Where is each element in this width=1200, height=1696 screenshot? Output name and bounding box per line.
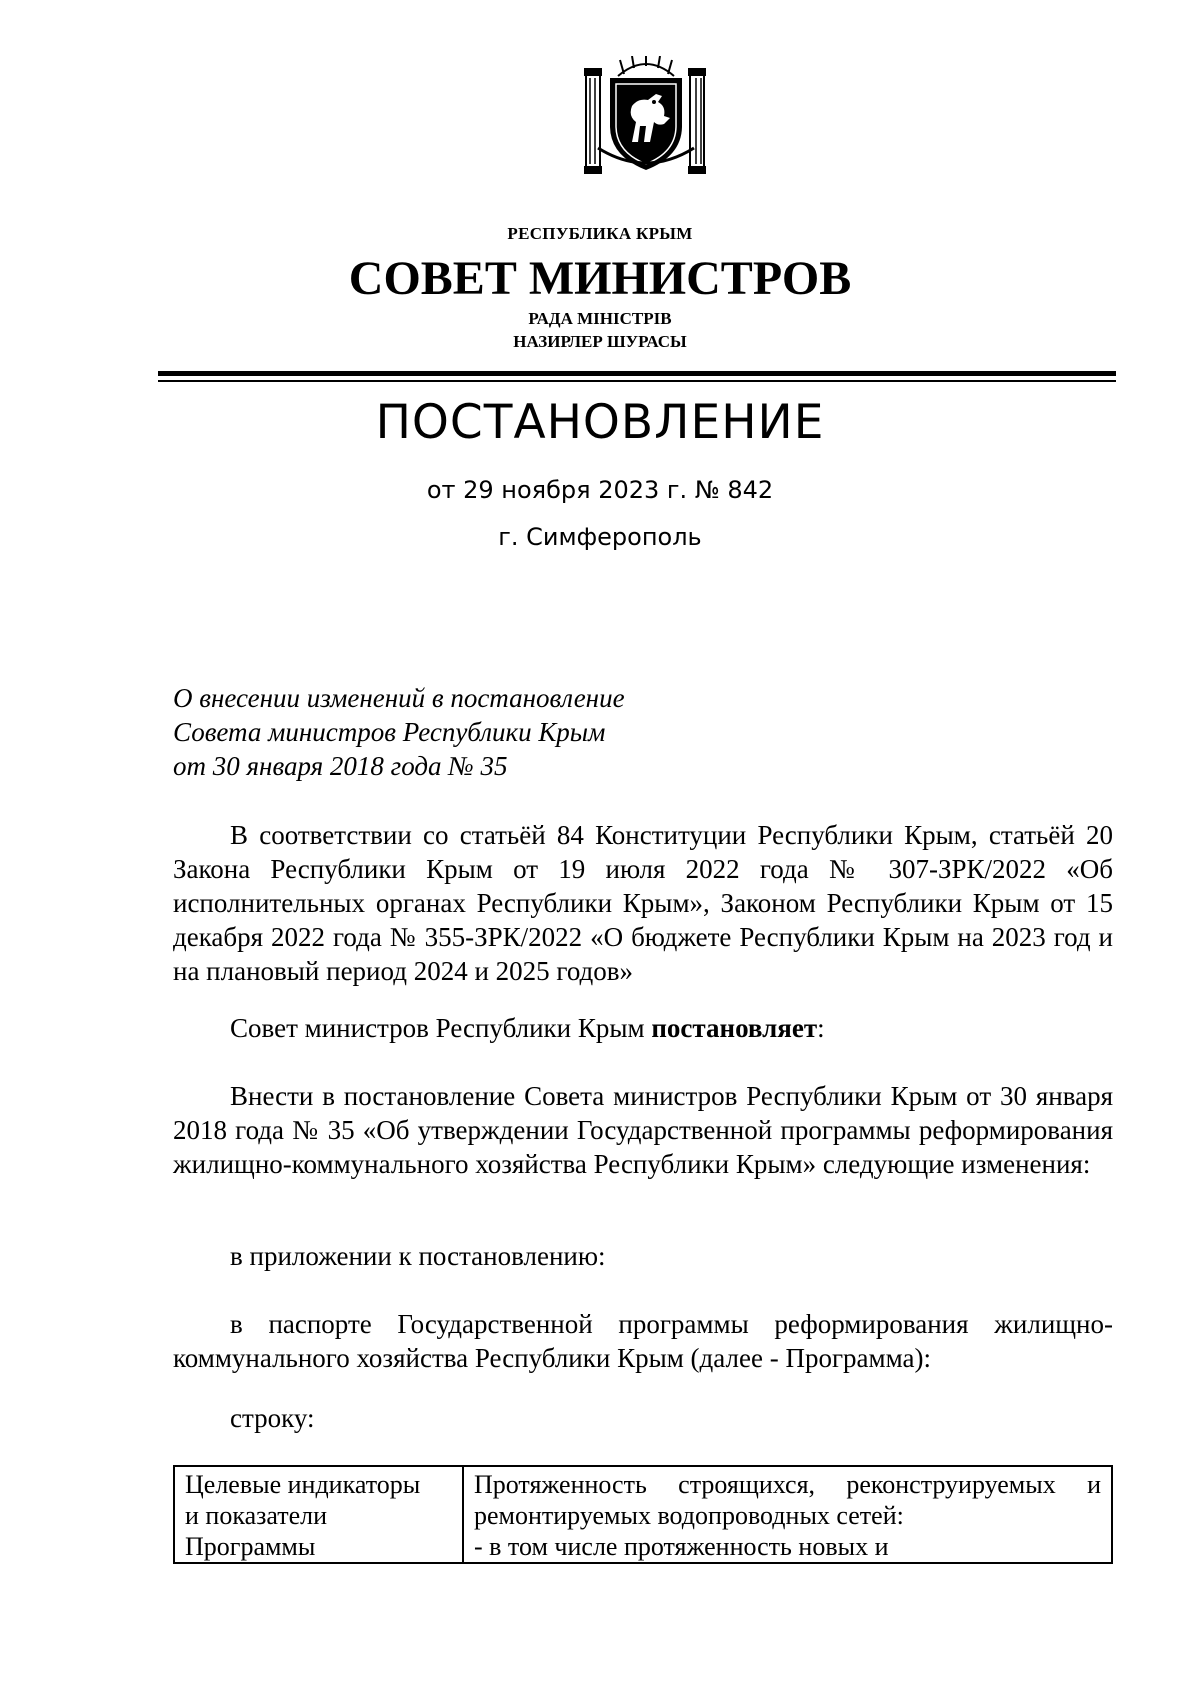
council-title-ukrainian: РАДА МІНІСТРІВ (528, 309, 672, 328)
table-row (174, 1466, 1112, 1563)
subject-line: от 30 января 2018 года № 35 (173, 751, 508, 781)
table-cell-line: - в том числе протяженность новых и (474, 1532, 889, 1561)
table-cell-line: и показатели (185, 1501, 328, 1530)
republic-label: РЕСПУБЛИКА КРЫМ (507, 224, 693, 243)
document-date-number: от 29 ноября 2023 г. № 842 (426, 476, 774, 504)
subject-line: Совета министров Республики Крым (173, 717, 606, 747)
passport-paragraph: в паспорте Государственной программы реформирования жилищно-коммунального хозяйства Республики Крым (далее - Программа): (173, 1309, 1113, 1373)
resolution-keyword: постановляет (651, 1013, 818, 1043)
indicators-table (173, 1465, 1113, 1564)
table-cell-line: Программы (185, 1532, 316, 1561)
resolution-colon: : (817, 1013, 825, 1043)
council-title: СОВЕТ МИНИСТРОВ (348, 252, 852, 305)
document-city: г. Симферополь (498, 523, 702, 551)
preamble-paragraph: В соответствии со статьёй 84 Конституции Республики Крым, статьёй 20 Закона Республики Крым от 19 июля 2022 года № 307-ЗРК/2022 «Об исполнительных органах Республики Крым», Законом Республики Крым от 15 декабря 2022 года № 355-ЗРК/2022 «О бюджете Республики Крым на 2023 год и на плановый период 2024 и 2025 годов» (173, 820, 1113, 986)
document-subject (173, 681, 873, 783)
amendment-paragraph: Внести в постановление Совета министров Республики Крым от 30 января 2018 года № 35 «Об утверждении Государственной программы реформирования жилищно-коммунального хозяйства Республики Крым» следующие изменения: (173, 1081, 1113, 1179)
table-cell-line: Целевые индикаторы (185, 1470, 421, 1499)
document-type-title: ПОСТАНОВЛЕНИЕ (375, 395, 825, 450)
header-divider-thick (158, 371, 1116, 376)
header-divider-thin (158, 380, 1116, 382)
council-title-crimean-tatar: НАЗИРЛЕР ШУРАСЫ (513, 332, 687, 351)
appendix-paragraph: в приложении к постановлению: (230, 1241, 606, 1271)
table-cell-content (463, 1466, 1112, 1563)
table-cell-text: Протяженность строящихся, реконструируемых и ремонтируемых водопроводных сетей: (474, 1470, 1101, 1530)
resolution-text: Совет министров Республики Крым (230, 1013, 652, 1043)
row-label-paragraph: строку: (230, 1403, 315, 1433)
resolution-paragraph (173, 1011, 1113, 1045)
table-cell-label (174, 1466, 463, 1563)
subject-line: О внесении изменений в постановление (173, 683, 625, 713)
crimea-coat-of-arms-icon (584, 56, 708, 176)
